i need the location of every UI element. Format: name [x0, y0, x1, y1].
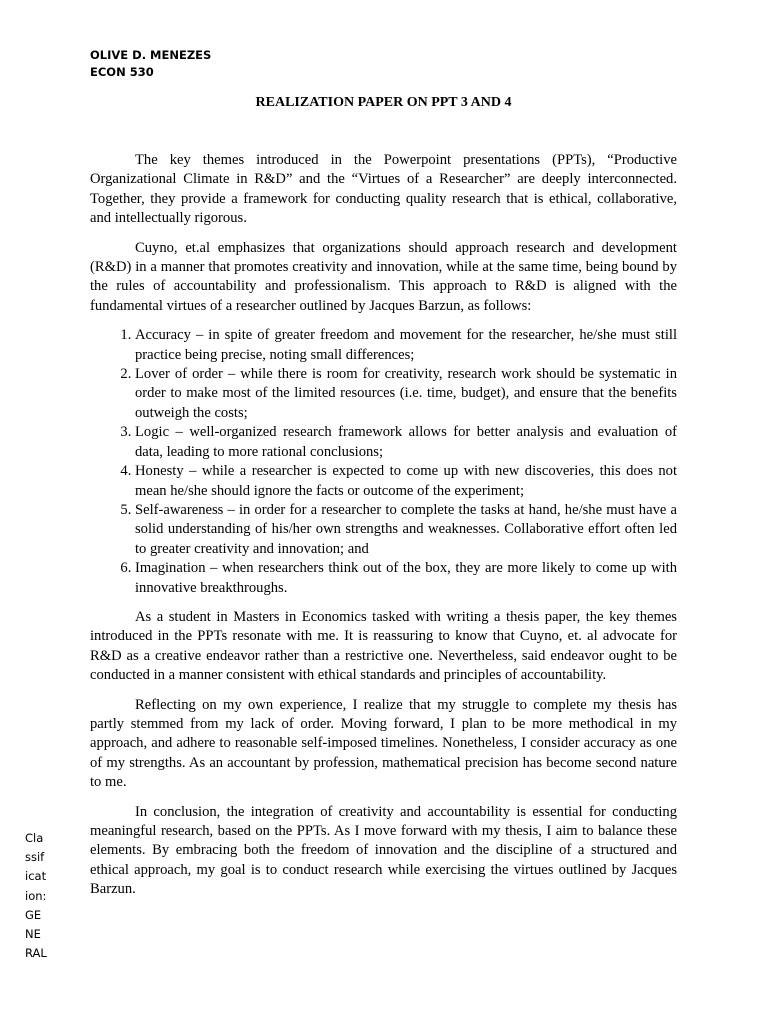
conclusion-paragraph: In conclusion, the integration of creativity and accountability is essential for conducting meaningful research, based on the PPTs. As I move forward with my thesis, I aim to balance these elements. By embracing both the freedom of innovation and the discipline of a structured and ethical approach, my goal is to conduct research while exercising the virtues outlined by Jacques Barzun. [90, 803, 677, 898]
classification-label: Classification: GENERAL [25, 831, 47, 961]
virtue-item-order: 2. Lover of order – while there is room for creativity, research work should be systematic in order to make most of the limited resources (i.e. time, budget), and ensure that the benefits outweigh the costs; [135, 365, 677, 423]
document-header [90, 47, 211, 81]
course-code: ECON 530 [90, 65, 154, 79]
paper-title: REALIZATION PAPER ON PPT 3 AND 4 [255, 95, 512, 110]
personal-experience-paragraph: Reflecting on my own experience, I realize that my struggle to complete my thesis has partly stemmed from my lack of order. Moving forward, I plan to be more methodical in my approach, and adhere to reasonable self-imposed timelines. Nonetheless, I consider accuracy as one of my strengths. As an accountant by profession, mathematical precision has become second nature to me. [90, 696, 677, 791]
virtue-item-honesty: 4. Honesty – while a researcher is expected to come up with new discoveries, this does not mean he/she should ignore the facts or outcome of the experiment; [135, 462, 677, 501]
virtues-list [90, 326, 677, 598]
virtue-item-self-awareness: 5. Self-awareness – in order for a researcher to complete the tasks at hand, he/she must have a solid understanding of his/her own strengths and weaknesses. Collaborative effort often led to greater creativity and innovation; and [135, 501, 677, 559]
virtue-item-logic: 3. Logic – well-organized research framework allows for better analysis and evaluation of data, leading to more rational conclusions; [135, 423, 677, 462]
virtue-item-imagination: 6. Imagination – when researchers think out of the box, they are more likely to come up with innovative breakthroughs. [135, 559, 677, 598]
author-name: OLIVE D. MENEZES [90, 48, 212, 62]
framework-paragraph: Cuyno, et.al emphasizes that organizations should approach research and development (R&D) in a manner that promotes creativity and innovation, while at the same time, being bound by the rules of accountability and professionalism. This approach to R&D is aligned with the fundamental virtues of a researcher outlined by Jacques Barzun, as follows: [90, 239, 677, 314]
student-reflection-paragraph: As a student in Masters in Economics tasked with writing a thesis paper, the key themes introduced in the PPTs resonate with me. It is reassuring to know that Cuyno, et. al advocate for R&D as a creative endeavor rather than a restrictive one. Nevertheless, said endeavor ought to be conducted in a manner consistent with ethical standards and principles of accountability. [90, 608, 677, 684]
virtue-item-accuracy: 1. Accuracy – in spite of greater freedom and movement for the researcher, he/she must still practice being precise, noting small differences; [135, 326, 677, 365]
intro-paragraph: The key themes introduced in the Powerpoint presentations (PPTs), “Productive Organizational Climate in R&D” and the “Virtues of a Researcher” are deeply interconnected. Together, they provide a framework for conducting quality research that is ethical, collaborative, and intellectually rigorous. [90, 152, 677, 227]
paper-body [90, 151, 677, 910]
